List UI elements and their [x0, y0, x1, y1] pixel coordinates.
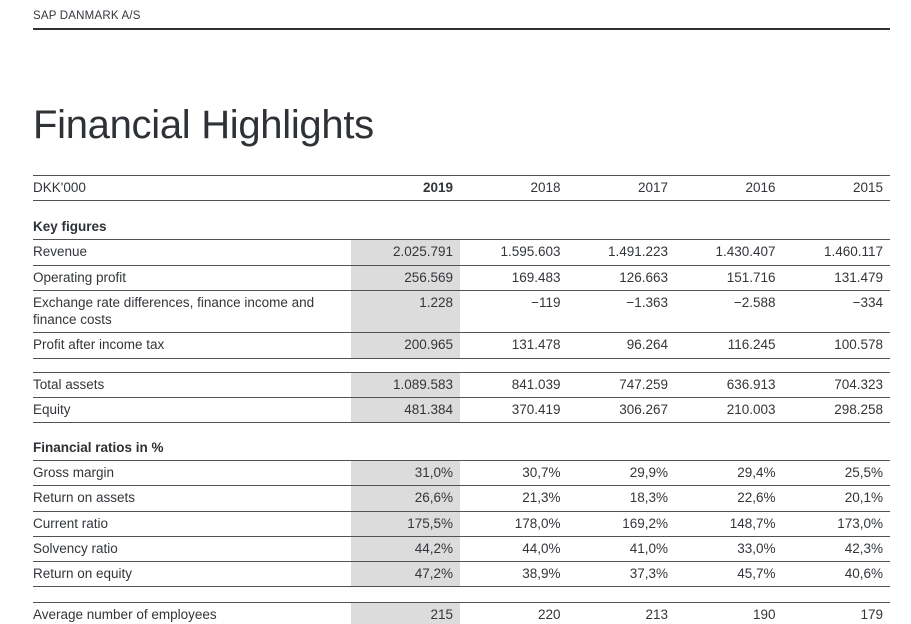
- value-2019: 200.965: [351, 333, 460, 357]
- value-2015: 40,6%: [844, 566, 883, 582]
- value-2018: 841.039: [511, 376, 561, 392]
- value-2017: 41,0%: [629, 540, 668, 556]
- value-2017: 29,9%: [629, 465, 668, 481]
- table-row-exchange-rate: [33, 291, 890, 334]
- value-2017: 126.663: [619, 269, 668, 285]
- value-2016: 116.245: [727, 337, 776, 353]
- year-header-2017: 2017: [637, 180, 668, 195]
- row-label: Operating profit: [33, 269, 127, 285]
- row-label: Current ratio: [33, 515, 109, 531]
- value-2018: 220: [537, 607, 561, 623]
- value-2015: 1.460.117: [823, 244, 883, 260]
- page-title: Financial Highlights: [33, 103, 374, 147]
- section-ratios: [33, 437, 890, 587]
- table-row-current-ratio: [33, 512, 890, 537]
- row-label: Gross margin: [33, 465, 115, 481]
- value-2017: 1.491.223: [607, 244, 668, 260]
- value-2019: 2.025.791: [351, 240, 460, 264]
- company-name: SAP DANMARK A/S: [33, 10, 141, 22]
- value-2015: 173,0%: [837, 515, 883, 531]
- value-2019: 481.384: [351, 398, 460, 422]
- row-label: Return on equity: [33, 566, 133, 582]
- value-2018: 169.483: [511, 269, 561, 285]
- table-row-solvency-ratio: [33, 537, 890, 562]
- value-2018: 131.478: [511, 337, 561, 353]
- table-row-operating-profit: [33, 266, 890, 291]
- value-2016: 636.913: [726, 376, 776, 392]
- value-2015: 42,3%: [844, 540, 883, 556]
- value-2019: 1.228: [351, 291, 460, 333]
- row-label: Equity: [33, 401, 71, 417]
- value-2015: 298.258: [834, 401, 883, 417]
- value-2019: 175,5%: [351, 512, 460, 536]
- value-2018: 370.419: [511, 401, 561, 417]
- table-row-average-employees: [33, 602, 890, 624]
- value-2016: 1.430.407: [715, 244, 776, 260]
- value-2018: −119: [531, 294, 561, 310]
- row-label: Revenue: [33, 244, 88, 260]
- value-2018: 38,9%: [522, 566, 561, 582]
- value-2016: 29,4%: [737, 465, 776, 481]
- value-2017: 96.264: [626, 337, 668, 353]
- table-row-return-on-assets: [33, 486, 890, 511]
- value-2017: 169,2%: [622, 515, 668, 531]
- row-label: Solvency ratio: [33, 540, 118, 556]
- value-2017: 213: [645, 607, 668, 623]
- value-2015: 704.323: [834, 376, 883, 392]
- value-2016: 33,0%: [737, 540, 776, 556]
- table-row-gross-margin: [33, 461, 890, 486]
- value-2019: 215: [351, 603, 460, 624]
- value-2015: 100.578: [834, 337, 883, 353]
- value-2019: 44,2%: [351, 537, 460, 561]
- value-2017: 747.259: [619, 376, 668, 392]
- section-key-figures: [33, 216, 890, 358]
- table-row-equity: [33, 398, 890, 423]
- value-2017: 37,3%: [629, 566, 668, 582]
- table-row-profit-after-tax: [33, 333, 890, 358]
- row-label: Return on assets: [33, 490, 136, 506]
- value-2019: 47,2%: [351, 562, 460, 586]
- table-header-row: [33, 175, 890, 201]
- row-label: Total assets: [33, 376, 105, 392]
- value-2018: 30,7%: [522, 465, 561, 481]
- value-2016: 190: [752, 607, 776, 623]
- value-2015: 179: [860, 607, 883, 623]
- year-header-2019: 2019: [422, 180, 453, 195]
- value-2018: 178,0%: [514, 515, 561, 531]
- value-2019: 256.569: [351, 266, 460, 290]
- value-2015: −334: [852, 294, 883, 310]
- value-2018: 1.595.603: [500, 244, 561, 260]
- value-2015: 25,5%: [844, 465, 883, 481]
- year-header-2015: 2015: [852, 180, 883, 195]
- section-balance: [33, 372, 890, 424]
- row-label: Exchange rate differences, finance income and finance costs: [33, 294, 315, 328]
- value-2019: 26,6%: [351, 486, 460, 510]
- section-employees: [33, 602, 890, 624]
- section-heading: Key figures: [33, 216, 890, 240]
- value-2017: 306.267: [619, 401, 668, 417]
- value-2016: −2.588: [733, 294, 776, 310]
- value-2015: 131.479: [834, 269, 883, 285]
- row-label: Profit after income tax: [33, 337, 165, 353]
- year-header-2018: 2018: [530, 180, 561, 195]
- value-2018: 21,3%: [522, 490, 561, 506]
- document-header: [33, 6, 890, 30]
- table-row-total-assets: [33, 372, 890, 398]
- year-header-2016: 2016: [745, 180, 776, 195]
- table-row-revenue: [33, 240, 890, 265]
- value-2018: 44,0%: [522, 540, 561, 556]
- value-2019: 1.089.583: [351, 373, 460, 397]
- value-2016: 45,7%: [737, 566, 776, 582]
- value-2016: 210.003: [726, 401, 776, 417]
- value-2016: 151.716: [726, 269, 776, 285]
- value-2019: 31,0%: [351, 461, 460, 485]
- table-row-return-on-equity: [33, 562, 890, 587]
- section-heading: Financial ratios in %: [33, 437, 890, 461]
- value-2017: 18,3%: [629, 490, 668, 506]
- financial-highlights-table: [33, 175, 890, 624]
- value-2016: 148,7%: [729, 515, 776, 531]
- value-2016: 22,6%: [737, 490, 776, 506]
- value-2017: −1.363: [626, 294, 668, 310]
- value-2015: 20,1%: [844, 490, 883, 506]
- unit-label: DKK'000: [33, 180, 86, 195]
- row-label: Average number of employees: [33, 607, 217, 623]
